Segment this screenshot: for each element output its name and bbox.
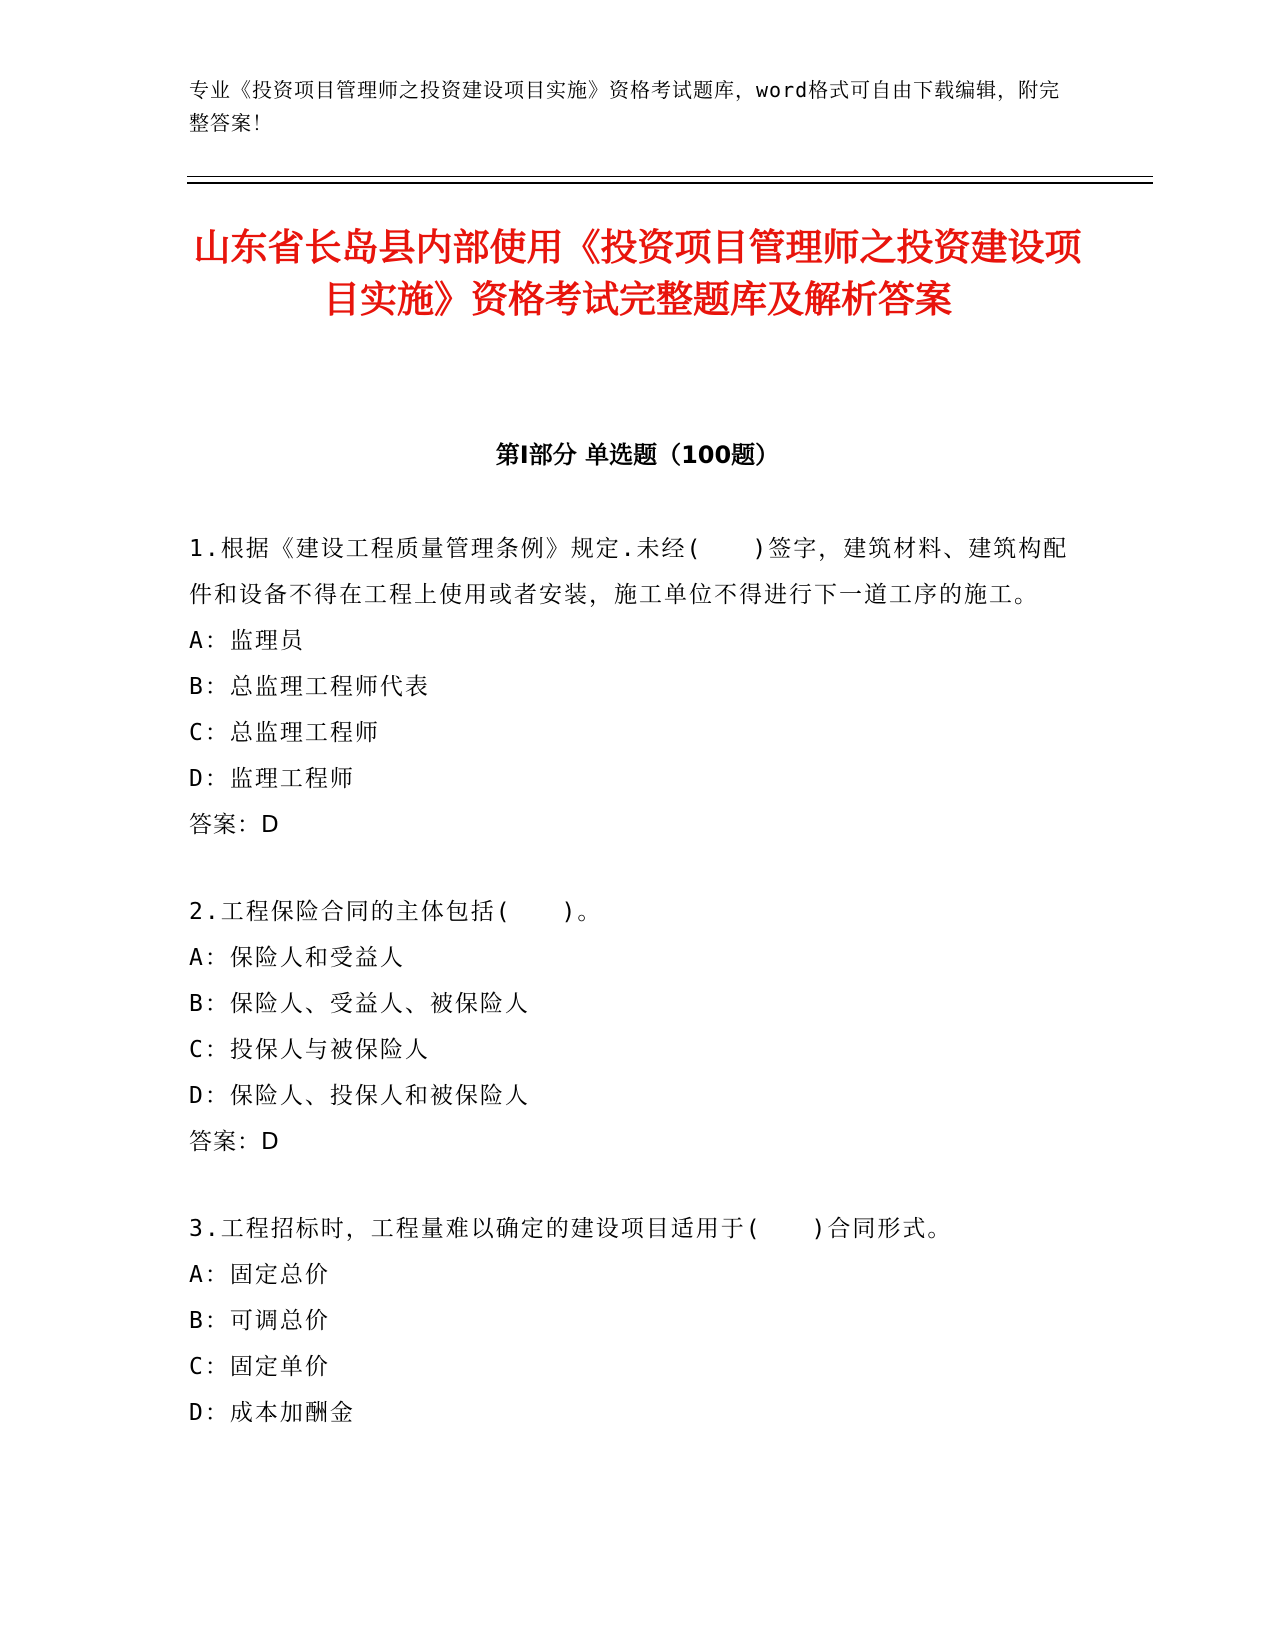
- question-stem: 2.工程保险合同的主体包括( )。: [189, 899, 603, 925]
- answer-line: 答案：D: [189, 1129, 280, 1155]
- option-c: C：总监理工程师: [189, 720, 380, 746]
- option-d: D：监理工程师: [189, 766, 355, 792]
- option-c: C：投保人与被保险人: [189, 1037, 430, 1063]
- option-a: A：固定总价: [189, 1262, 330, 1288]
- question-item: [189, 889, 1069, 1165]
- answer-line: 答案：D: [189, 812, 280, 838]
- header-divider-thick: [187, 182, 1153, 184]
- question-list: [189, 526, 1069, 1477]
- option-c: C：固定单价: [189, 1354, 330, 1380]
- header-divider-thin: [187, 176, 1153, 177]
- header-note: 专业《投资项目管理师之投资建设项目实施》资格考试题库，word格式可自由下载编辑，附完整答案！: [189, 78, 1061, 135]
- option-b: B：可调总价: [189, 1308, 330, 1334]
- option-a: A：监理员: [189, 628, 305, 654]
- section-heading: 第Ⅰ部分 单选题（100题）: [495, 441, 780, 469]
- option-b: B：总监理工程师代表: [189, 674, 430, 700]
- question-item: [189, 526, 1069, 848]
- option-b: B：保险人、受益人、被保险人: [189, 991, 530, 1017]
- option-a: A：保险人和受益人: [189, 945, 405, 971]
- document-title: 山东省长岛县内部使用《投资项目管理师之投资建设项目实施》资格考试完整题库及解析答案: [193, 226, 1082, 321]
- question-item: [189, 1206, 1069, 1436]
- option-d: D：成本加酬金: [189, 1400, 355, 1426]
- question-stem: 3.工程招标时，工程量难以确定的建设项目适用于( )合同形式。: [189, 1216, 953, 1242]
- question-stem: 1.根据《建设工程质量管理条例》规定.未经( )签字，建筑材料、建筑构配件和设备不得在工程上使用或者安装，施工单位不得进行下一道工序的施工。: [189, 536, 1069, 608]
- option-d: D：保险人、投保人和被保险人: [189, 1083, 530, 1109]
